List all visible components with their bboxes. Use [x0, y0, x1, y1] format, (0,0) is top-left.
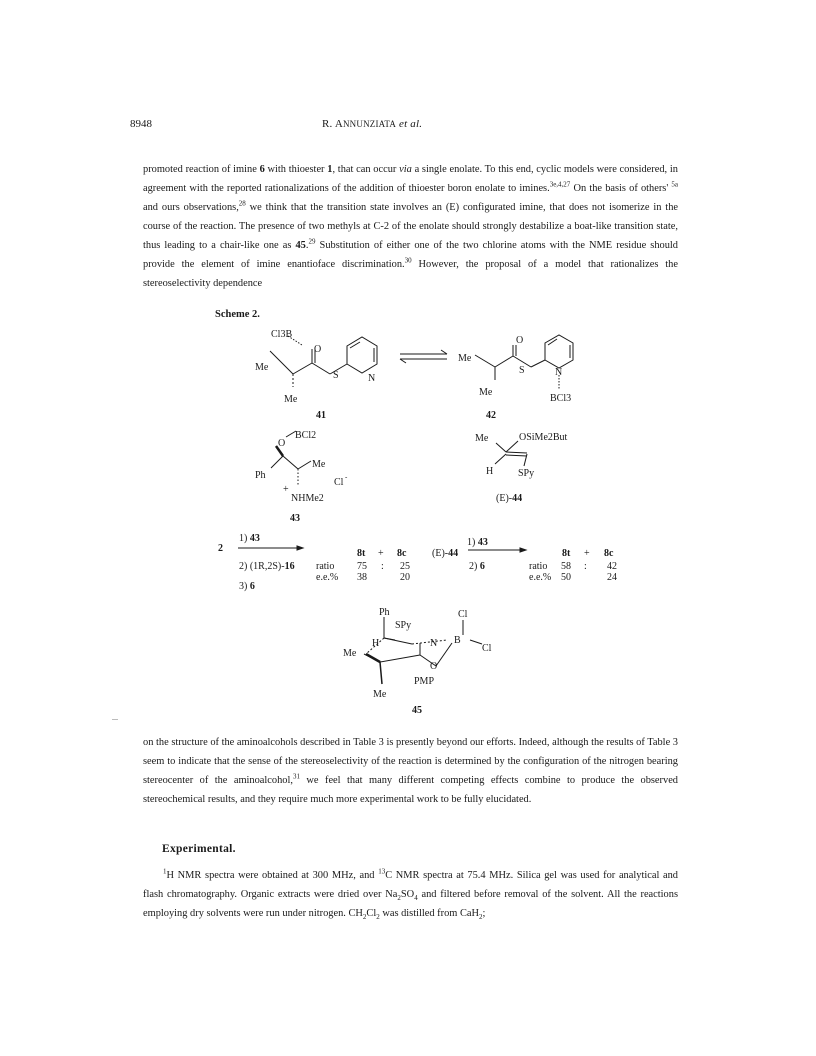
- text: ;: [482, 908, 486, 919]
- text: Ph: [255, 470, 266, 481]
- compound-ref: 16: [284, 561, 295, 572]
- compound-ref: 6: [259, 164, 265, 175]
- svg-text:1) 43: [239, 533, 260, 544]
- text: Me: [475, 433, 489, 444]
- text: was distilled from CaH: [379, 908, 480, 919]
- text: Me: [373, 689, 387, 700]
- text: SPy: [395, 620, 412, 631]
- text: However, the proposal of a model that rationalizes the stereoselectivity dependence: [143, 259, 678, 289]
- running-head-smallcaps: NNUNZIATA: [342, 119, 397, 129]
- compound-ref: 43: [477, 537, 488, 548]
- subscript: 2: [376, 913, 380, 922]
- svg-text:2) (1R,2S)-16: [239, 561, 295, 572]
- text: Cl: [458, 609, 468, 620]
- text: -: [345, 473, 348, 481]
- subscript: 2: [362, 913, 367, 922]
- text: 3): [239, 581, 250, 592]
- compound-ref: 2: [218, 543, 223, 554]
- paragraph-3: [143, 866, 678, 923]
- text: H: [486, 466, 494, 477]
- text: S: [519, 365, 525, 376]
- subscript: 2: [397, 894, 401, 903]
- section-heading: Experimental.: [162, 843, 236, 855]
- text: C NMR spectra at 75.4 MHz. Silica gel was used for analytical and flash chromatography. Organic extracts were dried over Na: [143, 870, 679, 900]
- compound-ref: 43: [249, 533, 260, 544]
- text: and ours observations,: [143, 202, 239, 213]
- svg-text:(E)-44: [432, 548, 458, 559]
- text: .: [305, 240, 309, 251]
- text: on the structure of the aminoalcohols described in Table 3 is presently beyond our efforts. Indeed, although the results of Table 3 seem to indicate that the sense of the stereoselectivity of the reaction is determined by the configuration of the nitrogen bearing stereocenter of the aminoalcohol,: [143, 737, 678, 786]
- text: we think that the transition state involves an (E) configurated imine, that does not isomerize in the course of the reaction. The presence of two methyls at C-2 of the enolate should strongly destabilize a boat-like transition state, thus leading to a chair-like one as: [143, 202, 678, 251]
- value: 38: [357, 572, 367, 583]
- text: O: [430, 661, 438, 672]
- compound-number: 45: [412, 705, 422, 716]
- citation: 30: [404, 256, 412, 265]
- text: S: [333, 370, 339, 381]
- text: Me: [312, 459, 326, 470]
- text: O: [278, 438, 286, 449]
- text: O: [314, 344, 322, 355]
- subscript: 2: [479, 913, 483, 922]
- citation: 28: [238, 199, 246, 208]
- scheme-label: Scheme 2.: [215, 309, 260, 320]
- text: Me: [458, 353, 472, 364]
- svg-text:3) 6: [239, 581, 255, 592]
- text: 1): [467, 537, 478, 548]
- compound-ref: 45: [295, 240, 306, 251]
- page-number: 8948: [130, 118, 152, 130]
- compound-number: 42: [486, 410, 496, 421]
- text: e.e.%: [529, 572, 552, 583]
- text: Substitution of either one of the two chlorine atoms with the NME residue should provide the element of imine enantioface discrimination.: [143, 240, 678, 270]
- text: N: [555, 367, 563, 378]
- text: a single enolate. To this end, cyclic models were considered, in agreement with the reported rationalizations of the addition of thioester boron enolate to imines.: [143, 164, 678, 194]
- product-label: 8c: [604, 548, 614, 559]
- citation: 5a: [671, 180, 678, 189]
- text: (E)-: [496, 493, 513, 504]
- paragraph-2: [143, 733, 678, 809]
- text: promoted reaction of imine: [143, 164, 260, 175]
- svg-text:1) 43: [467, 537, 488, 548]
- text: H: [372, 638, 380, 649]
- text: N: [368, 373, 376, 384]
- citation: 3e,4,27: [549, 180, 571, 189]
- text: B: [454, 635, 461, 646]
- text: N: [430, 638, 438, 649]
- text: and filtered before removal of the solvent. All the reactions employing dry solvents were run under nitrogen. CH: [143, 889, 678, 919]
- text: BCl3: [550, 393, 572, 404]
- value: 42: [607, 561, 617, 572]
- text: Ph: [379, 607, 390, 618]
- text: , that can occur: [332, 164, 400, 175]
- running-head-prefix: R. A: [322, 118, 343, 130]
- citation: 31: [293, 772, 300, 781]
- margin-mark: [112, 719, 118, 720]
- text: Me: [255, 362, 269, 373]
- text: NHMe2: [291, 493, 324, 504]
- text: +: [378, 548, 384, 559]
- text: :: [584, 561, 587, 572]
- subscript: 4: [414, 894, 418, 903]
- text: Me: [284, 394, 298, 405]
- superscript: 13: [378, 867, 386, 876]
- text: SPy: [518, 468, 535, 479]
- value: 25: [400, 561, 410, 572]
- product-label: 8t: [357, 548, 366, 559]
- compound-ref: 6: [479, 561, 485, 572]
- text: with thioester: [264, 164, 328, 175]
- text: ratio: [529, 561, 548, 572]
- svg-text:Cl3B: [271, 329, 292, 340]
- text: 2): [469, 561, 480, 572]
- text: SO: [400, 889, 415, 900]
- text: Cl: [366, 908, 377, 919]
- text: Me: [479, 387, 493, 398]
- text: O: [516, 335, 524, 346]
- compound-number: 41: [316, 410, 326, 421]
- svg-text:(E)-44: [496, 493, 522, 504]
- text: Me: [343, 648, 357, 659]
- value: 24: [607, 572, 617, 583]
- value: 50: [561, 572, 571, 583]
- text: H NMR spectra were obtained at 300 MHz, and: [166, 870, 379, 881]
- text: 1): [239, 533, 250, 544]
- text: Cl: [334, 477, 344, 488]
- text: 2) (1R,2S)-: [239, 561, 285, 572]
- text: +: [584, 548, 590, 559]
- value: 58: [561, 561, 571, 572]
- compound-number: 44: [512, 493, 523, 504]
- compound-ref: 6: [249, 581, 255, 592]
- compound-number: 43: [290, 513, 300, 524]
- text: Cl: [482, 643, 492, 654]
- text: PMP: [414, 676, 435, 687]
- text: (E)-: [432, 548, 449, 559]
- text: +: [283, 484, 289, 495]
- text: Cl3B: [271, 329, 293, 340]
- running-head-etal: et al.: [396, 118, 423, 130]
- svg-text:2) 6: [469, 561, 485, 572]
- text: BCl2: [295, 430, 317, 441]
- text: OSiMe2But: [519, 432, 568, 443]
- text: e.e.%: [316, 572, 339, 583]
- value: 75: [357, 561, 367, 572]
- compound-ref: 1: [327, 164, 333, 175]
- italic-text: via: [399, 164, 412, 175]
- citation: 29: [308, 237, 316, 246]
- product-label: 8t: [562, 548, 571, 559]
- text: On the basis of others': [570, 183, 672, 194]
- value: 20: [400, 572, 410, 583]
- superscript: 1: [163, 867, 167, 876]
- text: we feel that many different competing effects combine to produce the observed stereochemical results, and they require much more experimental work to be fully elucidated.: [143, 775, 679, 805]
- text: :: [381, 561, 384, 572]
- product-label: 8c: [397, 548, 407, 559]
- compound-ref: 44: [448, 548, 459, 559]
- text: ratio: [316, 561, 335, 572]
